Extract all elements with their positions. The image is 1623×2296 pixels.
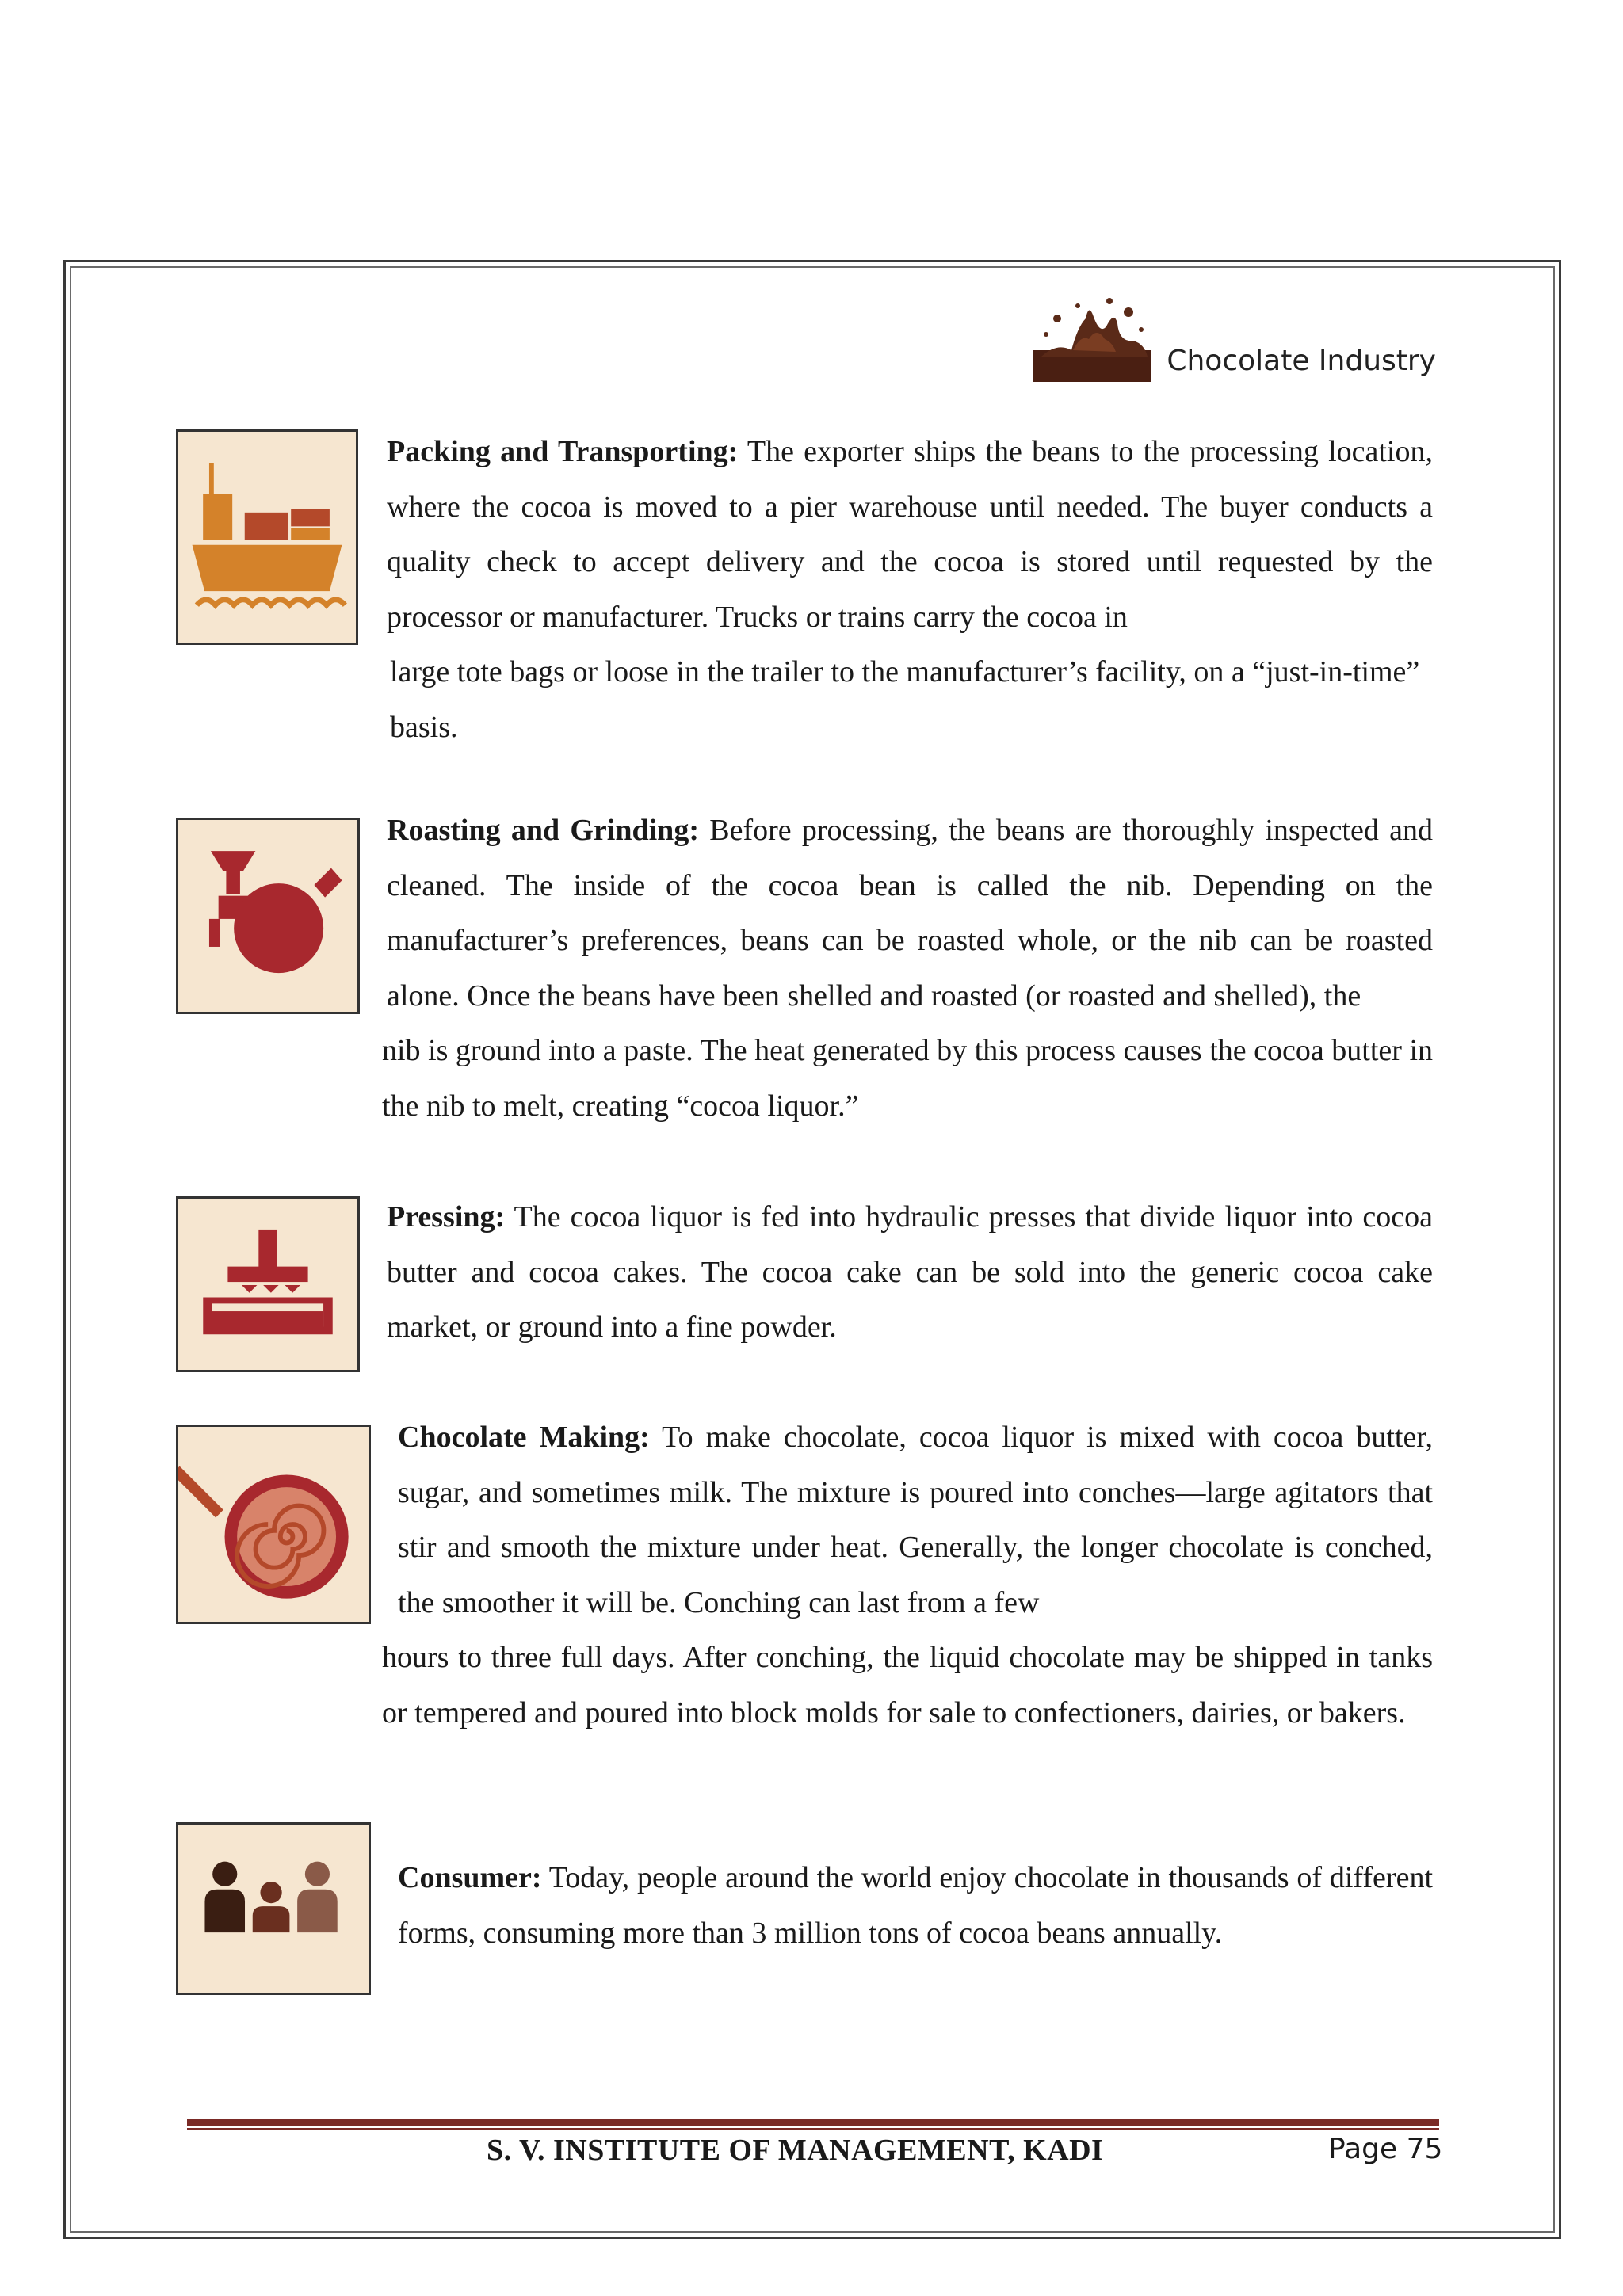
- footer-page-number: Page 75: [1328, 2133, 1443, 2165]
- footer-rule-thin: [187, 2128, 1439, 2130]
- page-header: [1033, 295, 1436, 382]
- section-heading: Consumer:: [398, 1861, 542, 1894]
- conche-mixer-icon: [176, 1425, 371, 1624]
- section-body: The cocoa liquor is fed into hydraulic presses that divide liquor into cocoa butter and cocoa cakes. The cocoa cake can be sold into the generic cocoa cake market, or ground into a fine powder.: [387, 1200, 1433, 1344]
- footer-rule-thick: [187, 2119, 1439, 2126]
- header-title: Chocolate Industry: [1167, 345, 1436, 377]
- chocolate-splash-icon: [1033, 295, 1151, 382]
- footer-institute: S. V. INSTITUTE OF MANAGEMENT, KADI: [487, 2134, 1104, 2167]
- section-body: The exporter ships the beans to the processing location, where the cocoa is moved to a pier warehouse until needed. The buyer conducts a quality check to accept delivery and the cocoa is stored until requested by the processor or manufacturer. Trucks or trains carry the cocoa in: [387, 435, 1433, 634]
- section-body: To make chocolate, cocoa liquor is mixed with cocoa butter, sugar, and sometimes milk. The mixture is poured into conches—large agitators that stir and smooth the mixture under heat. Generally, the longer chocolate is conched, the smoother it will be. Conching can last from a few: [398, 1421, 1433, 1619]
- hydraulic-press-icon: [176, 1196, 360, 1372]
- section-tail: nib is ground into a paste. The heat generated by this process causes the cocoa butter in the nib to melt, creating “cocoa liquor.”: [382, 1034, 1433, 1123]
- section-consumer: [398, 1851, 1433, 1961]
- section-heading: Roasting and Grinding:: [387, 814, 699, 847]
- section-tail: hours to three full days. After conching, the liquid chocolate may be shipped in tanks or tempered and poured into block molds for sale to confectioners, dairies, or bakers.: [382, 1641, 1433, 1730]
- section-heading: Chocolate Making:: [398, 1421, 650, 1454]
- section-packing-transporting: [387, 425, 1433, 645]
- section-roasting-grinding: [387, 803, 1433, 1024]
- section-body: Before processing, the beans are thoroughly inspected and cleaned. The inside of the cocoa bean is called the nib. Depending on the manufacturer’s preferences, beans can be roasted whole, or the nib can be roasted alone. Once the beans have been shelled and roasted (or roasted and shelled), the: [387, 814, 1433, 1013]
- consumers-people-icon: [176, 1822, 371, 1995]
- section-heading: Pressing:: [387, 1200, 506, 1234]
- cargo-ship-icon: [176, 429, 358, 645]
- section-body: Today, people around the world enjoy chocolate in thousands of different forms, consuming more than 3 million tons of cocoa beans annually.: [398, 1861, 1433, 1950]
- section-pressing: [387, 1190, 1433, 1356]
- roasting-grinder-icon: [176, 818, 360, 1014]
- section-chocolate-making: [398, 1410, 1433, 1630]
- section-tail: large tote bags or loose in the trailer to the manufacturer’s facility, on a “just-in-time” basis.: [390, 655, 1420, 744]
- section-heading: Packing and Transporting:: [387, 435, 739, 468]
